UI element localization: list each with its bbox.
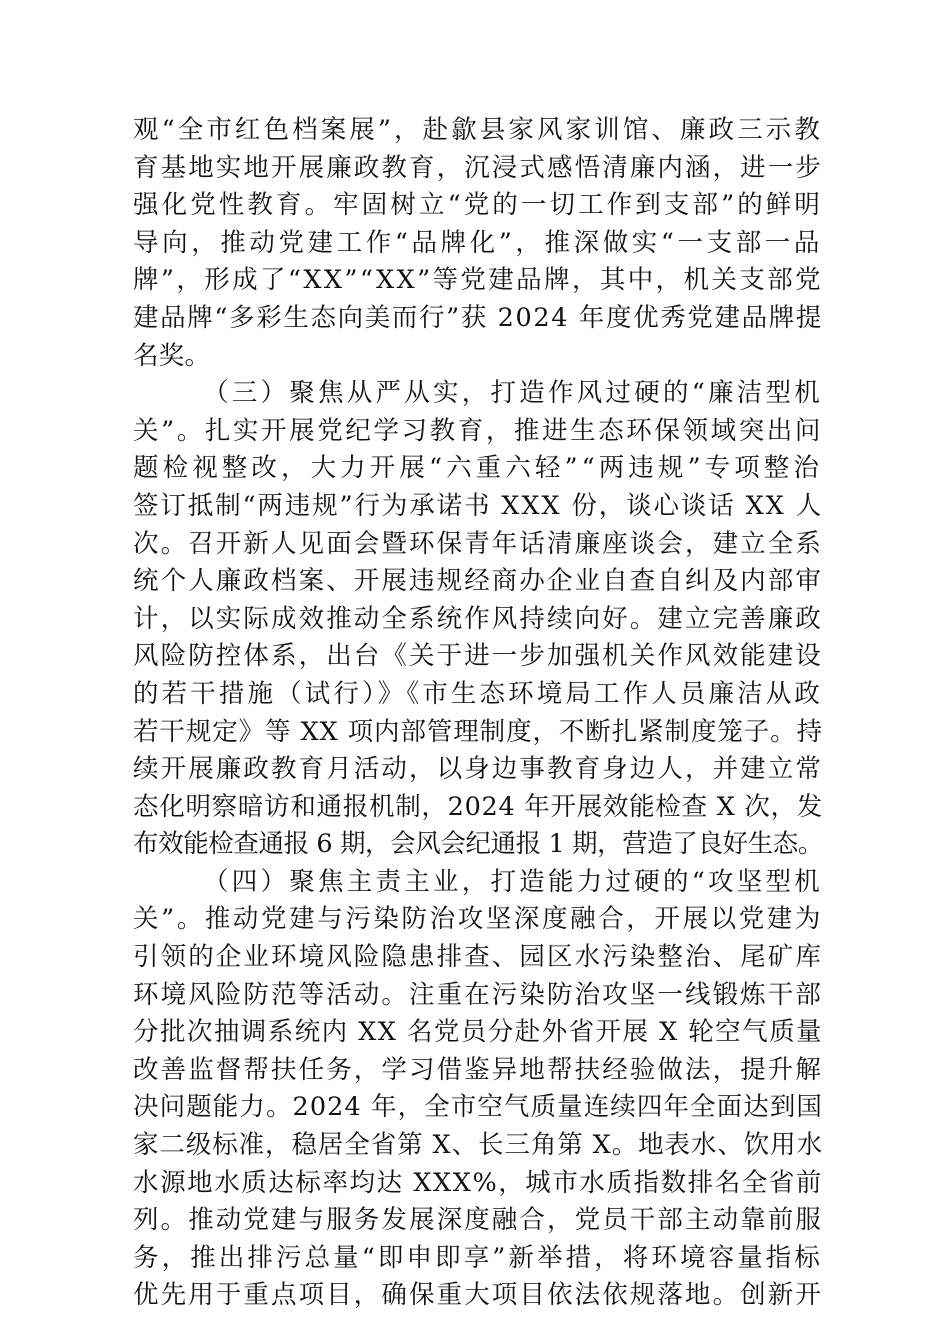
section-heading-4: （四）聚焦主责主业，打造能力过硬的“攻坚型机: [203, 866, 823, 897]
text-line: 续开展廉政教育月活动，以身边事教育身边人，并建立常: [133, 754, 823, 785]
text-line: 统个人廉政档案、开展违规经商办企业自查自纠及内部审: [133, 566, 823, 597]
text-line: 名奖。: [133, 340, 211, 371]
document-page: [133, 112, 823, 1315]
text-line: 的若干措施（试行）》《市生态环境局工作人员廉洁从政: [133, 678, 823, 709]
text-line: 环境风险防范等活动。注重在污染防治攻坚一线锻炼干部: [133, 979, 823, 1010]
text-line: 风险防控体系，出台《关于进一步加强机关作风效能建设: [133, 641, 823, 672]
text-line: 态化明察暗访和通报机制，2024 年开展效能检查 X 次，发: [133, 791, 823, 822]
text-line: 计，以实际成效推动全系统作风持续向好。建立完善廉政: [133, 603, 823, 634]
text-line: 次。召开新人见面会暨环保青年话清廉座谈会，建立全系: [133, 528, 823, 559]
text-line: 建品牌“多彩生态向美而行”获 2024 年度优秀党建品牌提: [133, 302, 823, 333]
text-line: 优先用于重点项目，确保重大项目依法依规落地。创新开: [133, 1280, 823, 1311]
section-heading-3: （三）聚焦从严从实，打造作风过硬的“廉洁型机: [203, 378, 823, 409]
text-line: 关”。推动党建与污染防治攻坚深度融合，开展以党建为: [133, 904, 823, 935]
text-line: 务，推出排污总量“即申即享”新举措，将环境容量指标: [133, 1242, 823, 1273]
text-line: 导向，推动党建工作“品牌化”，推深做实“一支部一品: [133, 227, 823, 258]
text-line: 改善监督帮扶任务，学习借鉴异地帮扶经验做法，提升解: [133, 1054, 823, 1085]
text-line: 分批次抽调系统内 XX 名党员分赴外省开展 X 轮空气质量: [133, 1017, 823, 1048]
text-line: 育基地实地开展廉政教育，沉浸式感悟清廉内涵，进一步: [133, 152, 823, 183]
text-line: 决问题能力。2024 年，全市空气质量连续四年全面达到国: [133, 1092, 823, 1123]
text-line: 若干规定》等 XX 项内部管理制度，不断扎紧制度笼子。持: [133, 716, 823, 747]
text-line: 关”。扎实开展党纪学习教育，推进生态环保领域突出问: [133, 415, 823, 446]
text-line: 水源地水质达标率均达 XXX%，城市水质指数排名全省前: [133, 1167, 823, 1198]
text-line: 列。推动党建与服务发展深度融合，党员干部主动靠前服: [133, 1205, 823, 1236]
text-line: 观“全市红色档案展”，赴歙县家风家训馆、廉政三示教: [133, 115, 823, 145]
text-line: 签订抵制“两违规”行为承诺书 XXX 份，谈心谈话 XX 人: [133, 490, 823, 521]
text-line: 家二级标准，稳居全省第 X、长三角第 X。地表水、饮用水: [133, 1130, 823, 1161]
text-line: 题检视整改，大力开展“六重六轻”“两违规”专项整治: [133, 453, 823, 484]
text-line: 强化党性教育。牢固树立“党的一切工作到支部”的鲜明: [133, 190, 823, 221]
text-line: 引领的企业环境风险隐患排查、园区水污染整治、尾矿库: [133, 942, 823, 973]
text-line: 牌”，形成了“XX”“XX”等党建品牌，其中，机关支部党: [133, 265, 823, 296]
text-line: 布效能检查通报 6 期，会风会纪通报 1 期，营造了良好生态。: [133, 829, 824, 860]
